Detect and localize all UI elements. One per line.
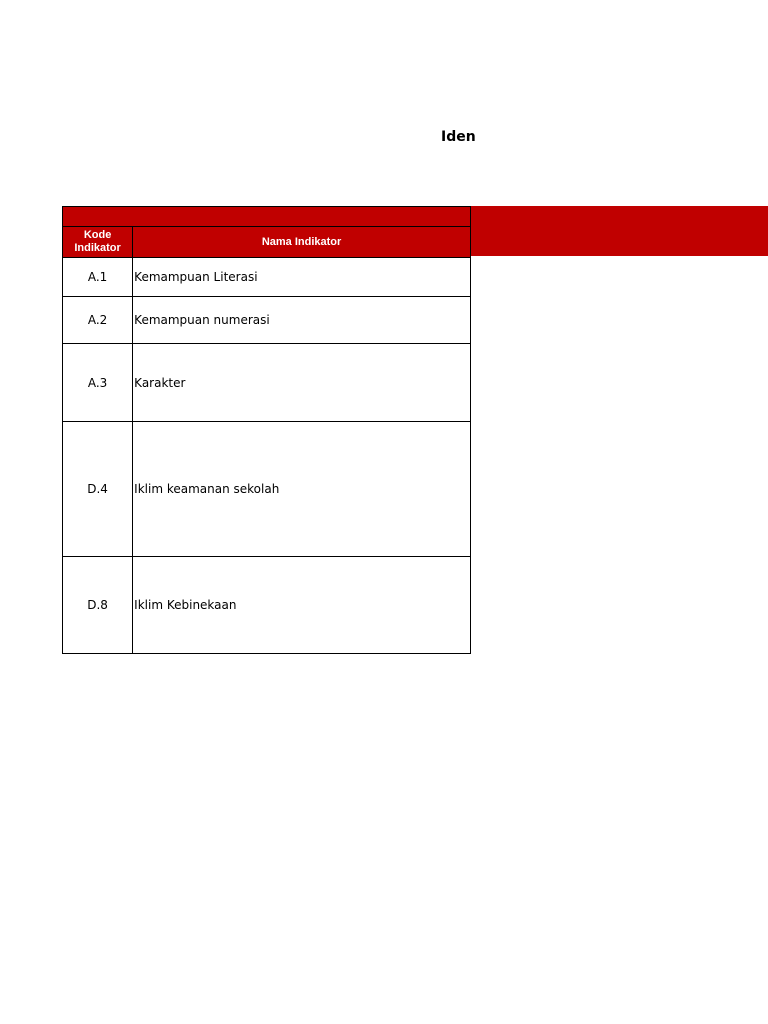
header-band-extension	[470, 206, 768, 256]
indicator-name: Karakter	[133, 344, 471, 422]
indicator-name: Kemampuan numerasi	[133, 297, 471, 344]
table-row	[63, 297, 471, 344]
indicator-name: Iklim Kebinekaan	[133, 557, 471, 654]
indicator-code: A.2	[63, 297, 133, 344]
header-kode-line2: Indikator	[74, 242, 121, 254]
table-row	[63, 258, 471, 297]
indicator-table	[62, 206, 471, 654]
indicator-code: D.8	[63, 557, 133, 654]
indicator-name: Kemampuan Literasi	[133, 258, 471, 297]
table-header-row	[63, 227, 471, 258]
indicator-code: A.1	[63, 258, 133, 297]
indicator-name: Iklim keamanan sekolah	[133, 422, 471, 557]
header-kode-line1: Kode	[83, 229, 112, 241]
indicator-code: D.4	[63, 422, 133, 557]
table-top-bar	[63, 207, 471, 227]
header-nama-indikator: Nama Indikator	[133, 227, 471, 258]
page-title: Iden	[441, 129, 476, 145]
table-top-bar-cell	[63, 207, 471, 227]
header-kode-indikator	[63, 227, 133, 258]
table-row	[63, 557, 471, 654]
indicator-code: A.3	[63, 344, 133, 422]
table-row	[63, 422, 471, 557]
table-row	[63, 344, 471, 422]
